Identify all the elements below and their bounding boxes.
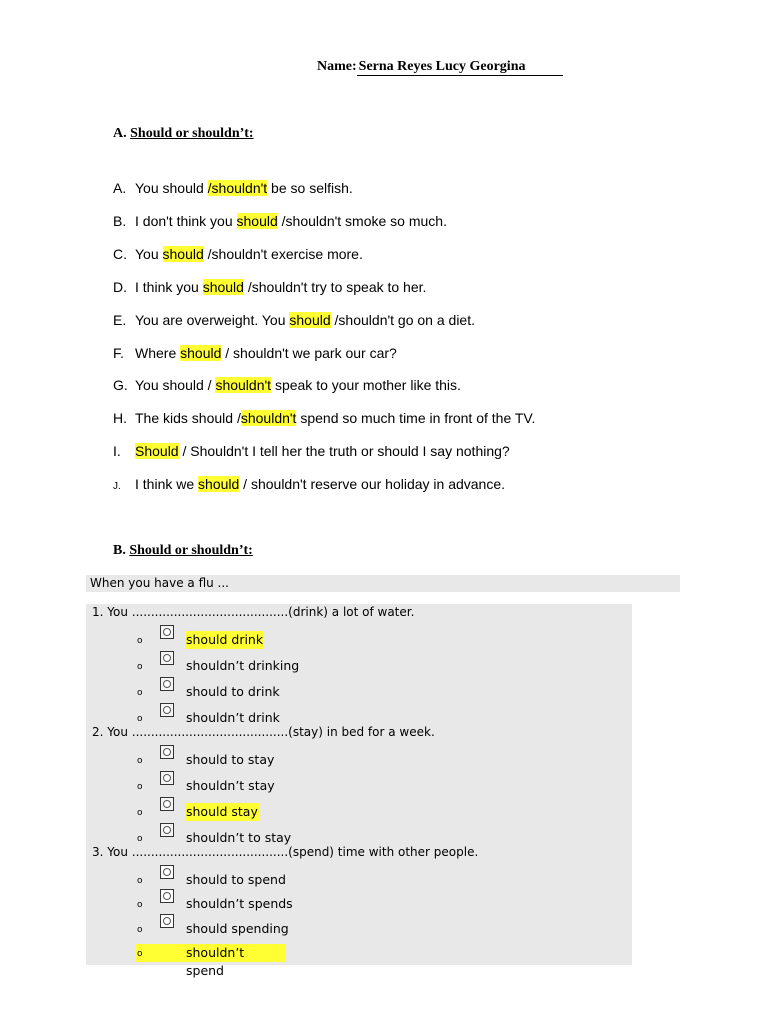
radio-button-icon[interactable] [160,797,174,811]
question-letter: I. [113,443,121,459]
quiz-option-selected[interactable] [135,944,285,978]
highlighted-answer: /shouldn't [207,180,268,196]
intro-bar: When you have a flu ... [86,575,680,592]
student-name: Serna Reyes Lucy Georgina [357,59,564,76]
question-text-post: /shouldn't go on a diet. [330,312,475,328]
option-label: shouldn’t drinking [186,658,300,673]
highlighted-answer: should [180,345,222,361]
quiz-option[interactable] [135,871,632,893]
question-letter: G. [113,377,128,393]
option-label: should drink [186,632,264,647]
question-text-pre: You are overweight. You [135,312,290,328]
question-text-post: / shouldn't we park our car? [221,345,397,361]
option-label: should to drink [186,684,280,699]
question-text-pre: You should / [135,377,216,393]
radio-button-icon[interactable] [160,677,174,691]
section-b-title [113,543,253,559]
bullet: o [137,834,143,844]
quiz-option[interactable] [135,657,632,679]
question-c [113,246,363,262]
question-letter: C. [113,246,127,262]
bullet: o [137,714,143,724]
radio-button-icon[interactable] [160,651,174,665]
question-text-pre: You [135,246,163,262]
question-text-post: be so selfish. [267,180,353,196]
question-b [113,213,447,229]
radio-button-icon[interactable] [160,889,174,903]
quiz-option[interactable] [135,803,632,825]
highlighted-answer: should [289,312,331,328]
option-label: should to spend [186,872,286,887]
radio-button-icon[interactable] [160,914,174,928]
bullet: o [137,688,143,698]
bullet: o [137,636,143,646]
option-label: shouldn’t spends [186,896,293,911]
section-b-prefix: B. [113,543,130,558]
quiz-option[interactable] [135,683,632,705]
question-h [113,410,535,426]
highlighted-answer: shouldn't [215,377,272,393]
bullet: o [137,662,143,672]
question-text-pre: Where [135,345,181,361]
option-label: shouldn’t to stay [186,830,292,845]
highlighted-answer: shouldn't [240,410,297,426]
highlighted-answer: should [202,279,244,295]
option-label: shouldn’t drink [186,710,280,725]
option-label: should stay [186,804,258,819]
question-text-pre: You should [135,180,208,196]
question-letter: E. [113,312,127,328]
highlighted-answer: should [236,213,278,229]
question-text-post: / Shouldn't I tell her the truth or should I say nothing? [178,443,510,459]
radio-button-icon[interactable] [160,625,174,639]
bullet: o [137,782,143,792]
highlighted-answer: should [198,476,240,492]
bullet: o [137,925,143,935]
question-letter: F. [113,345,124,361]
radio-button-icon[interactable] [160,771,174,785]
quiz-option[interactable] [135,895,632,917]
radio-button-icon[interactable] [160,703,174,717]
question-text-post: /shouldn't exercise more. [203,246,363,262]
radio-button-icon[interactable] [160,865,174,879]
quiz-question-1: 1. You .........................................(drink) a lot of water. [92,605,415,619]
bullet: o [137,808,143,818]
question-text-pre: I don't think you [135,213,237,229]
question-i [113,443,510,459]
question-text-post: /shouldn't try to speak to her. [243,279,427,295]
question-e [113,312,475,328]
quiz-option[interactable] [135,631,632,653]
option-label: shouldn’t stay [186,778,275,793]
question-text-pre: I think we [135,476,199,492]
question-letter: J. [113,481,121,492]
question-d [113,279,426,295]
question-text-post: spend so much time in front of the TV. [296,410,536,426]
section-a-title [113,126,254,142]
highlighted-answer: should [162,246,204,262]
name-line [317,59,563,76]
question-a [113,180,353,196]
highlighted-answer: Should [135,443,179,459]
quiz-question-2: 2. You .........................................(stay) in bed for a week. [92,725,435,739]
question-text-pre: I think you [135,279,203,295]
question-letter: D. [113,279,127,295]
section-b-heading: Should or shouldn’t: [129,543,253,558]
question-letter: H. [113,410,127,426]
bullet: o [137,876,143,886]
question-f [113,345,397,361]
quiz-option[interactable] [135,751,632,773]
bullet: o [137,756,143,766]
question-text-post: /shouldn't smoke so much. [277,213,447,229]
quiz-option[interactable] [135,777,632,799]
question-letter: B. [113,213,127,229]
option-label: should spending [186,921,289,936]
question-text-post: speak to your mother like this. [271,377,461,393]
section-a-prefix: A. [113,126,131,141]
bullet: o [137,949,143,959]
option-label: should to stay [186,752,275,767]
quiz-option[interactable] [135,920,632,942]
radio-button-icon[interactable] [160,823,174,837]
question-j [113,476,505,492]
bullet: o [137,900,143,910]
question-text-post: / shouldn't reserve our holiday in advance. [239,476,506,492]
question-text-pre: The kids should / [135,410,241,426]
question-letter: A. [113,180,127,196]
option-label: shouldn’t spend [186,945,245,978]
name-label: Name: [317,59,357,74]
section-a-heading: Should or shouldn’t: [130,126,254,141]
quiz-question-3: 3. You .........................................(spend) time with other people. [92,845,479,859]
radio-button-icon[interactable] [160,745,174,759]
question-g [113,377,461,393]
